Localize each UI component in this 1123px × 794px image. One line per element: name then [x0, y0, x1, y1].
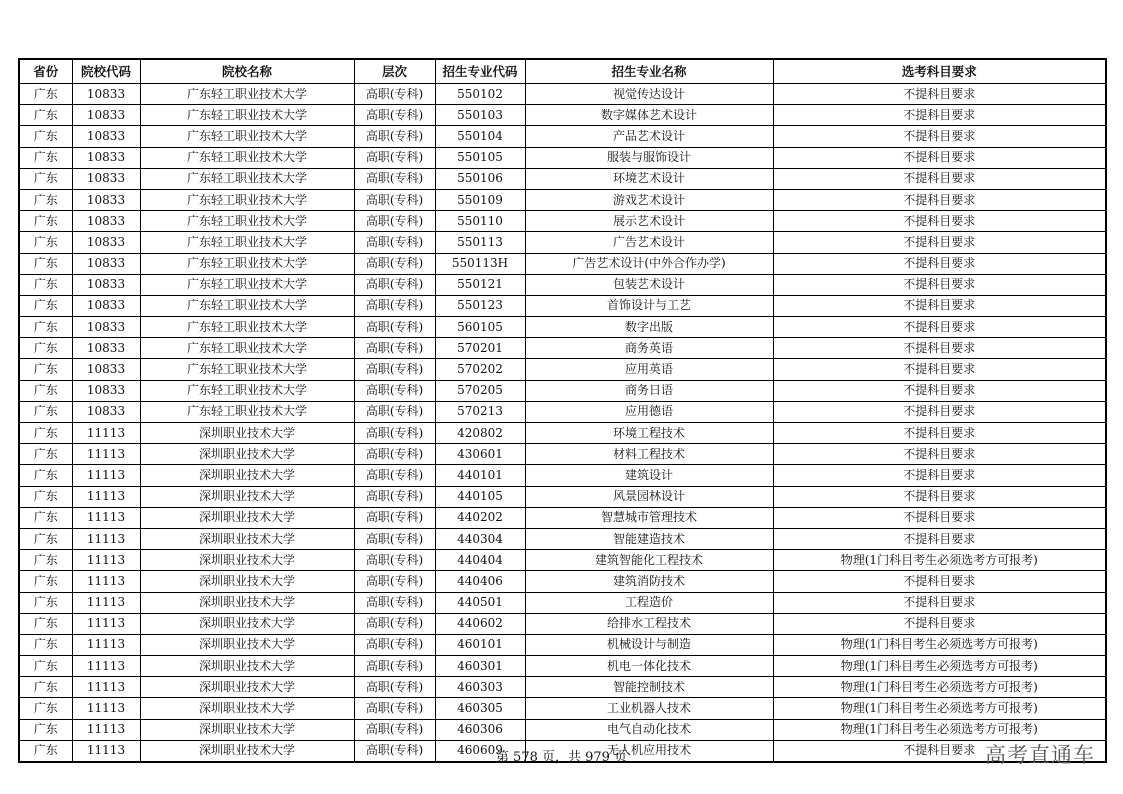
column-header: 院校代码: [72, 59, 140, 84]
school-name-cell: 深圳职业技术大学: [140, 656, 354, 677]
level-cell: 高职(专科): [354, 147, 435, 168]
level-cell: 高职(专科): [354, 168, 435, 189]
school-code-cell: 10833: [72, 359, 140, 380]
province-cell: 广东: [19, 126, 72, 147]
school-code-cell: 11113: [72, 507, 140, 528]
school-name-cell: 广东轻工职业技术大学: [140, 253, 354, 274]
table-row: [19, 232, 1106, 253]
school-code-cell: 10833: [72, 401, 140, 422]
major-code-cell: 440602: [435, 613, 525, 634]
major-name-cell: 首饰设计与工艺: [525, 295, 773, 316]
school-name-cell: 广东轻工职业技术大学: [140, 105, 354, 126]
column-header: 层次: [354, 59, 435, 84]
school-code-cell: 11113: [72, 528, 140, 549]
school-code-cell: 11113: [72, 423, 140, 444]
major-code-cell: 440101: [435, 465, 525, 486]
school-code-cell: 10833: [72, 317, 140, 338]
subject-requirement-cell: 不提科目要求: [773, 253, 1106, 274]
school-code-cell: 10833: [72, 189, 140, 210]
level-cell: 高职(专科): [354, 592, 435, 613]
table-row: [19, 507, 1106, 528]
major-code-cell: 460303: [435, 677, 525, 698]
school-name-cell: 深圳职业技术大学: [140, 423, 354, 444]
major-code-cell: 440304: [435, 528, 525, 549]
column-header: 选考科目要求: [773, 59, 1106, 84]
major-code-cell: 550121: [435, 274, 525, 295]
level-cell: 高职(专科): [354, 84, 435, 105]
school-code-cell: 10833: [72, 84, 140, 105]
school-name-cell: 广东轻工职业技术大学: [140, 274, 354, 295]
major-name-cell: 给排水工程技术: [525, 613, 773, 634]
major-name-cell: 商务英语: [525, 338, 773, 359]
major-code-cell: 550106: [435, 168, 525, 189]
school-code-cell: 10833: [72, 338, 140, 359]
table-row: [19, 380, 1106, 401]
province-cell: 广东: [19, 719, 72, 740]
school-code-cell: 11113: [72, 613, 140, 634]
major-code-cell: 460101: [435, 634, 525, 655]
major-code-cell: 460306: [435, 719, 525, 740]
subject-requirement-cell: 物理(1门科目考生必须选考方可报考): [773, 719, 1106, 740]
school-code-cell: 11113: [72, 719, 140, 740]
school-name-cell: 深圳职业技术大学: [140, 634, 354, 655]
major-name-cell: 应用英语: [525, 359, 773, 380]
school-code-cell: 10833: [72, 126, 140, 147]
level-cell: 高职(专科): [354, 211, 435, 232]
table-row: [19, 656, 1106, 677]
school-code-cell: 11113: [72, 592, 140, 613]
school-name-cell: 深圳职业技术大学: [140, 465, 354, 486]
school-code-cell: 11113: [72, 550, 140, 571]
school-name-cell: 深圳职业技术大学: [140, 592, 354, 613]
column-header: 招生专业代码: [435, 59, 525, 84]
subject-requirement-cell: 不提科目要求: [773, 359, 1106, 380]
level-cell: 高职(专科): [354, 189, 435, 210]
level-cell: 高职(专科): [354, 338, 435, 359]
table-row: [19, 444, 1106, 465]
school-name-cell: 深圳职业技术大学: [140, 677, 354, 698]
table-row: [19, 465, 1106, 486]
major-name-cell: 广告艺术设计(中外合作办学): [525, 253, 773, 274]
school-name-cell: 深圳职业技术大学: [140, 571, 354, 592]
level-cell: 高职(专科): [354, 571, 435, 592]
table-row: [19, 317, 1106, 338]
school-name-cell: 广东轻工职业技术大学: [140, 189, 354, 210]
table-row: [19, 677, 1106, 698]
province-cell: 广东: [19, 232, 72, 253]
major-name-cell: 智能控制技术: [525, 677, 773, 698]
school-code-cell: 11113: [72, 465, 140, 486]
school-name-cell: 深圳职业技术大学: [140, 550, 354, 571]
school-code-cell: 10833: [72, 295, 140, 316]
school-code-cell: 10833: [72, 211, 140, 232]
subject-requirement-cell: 不提科目要求: [773, 401, 1106, 422]
major-code-cell: 420802: [435, 423, 525, 444]
major-name-cell: 材料工程技术: [525, 444, 773, 465]
province-cell: 广东: [19, 740, 72, 762]
subject-requirement-cell: 不提科目要求: [773, 571, 1106, 592]
major-name-cell: 建筑消防技术: [525, 571, 773, 592]
major-name-cell: 无人机应用技术: [525, 740, 773, 762]
school-name-cell: 广东轻工职业技术大学: [140, 211, 354, 232]
school-name-cell: 深圳职业技术大学: [140, 444, 354, 465]
school-code-cell: 10833: [72, 105, 140, 126]
school-code-cell: 11113: [72, 677, 140, 698]
subject-requirement-cell: 不提科目要求: [773, 84, 1106, 105]
column-header: 招生专业名称: [525, 59, 773, 84]
major-name-cell: 机械设计与制造: [525, 634, 773, 655]
major-name-cell: 环境工程技术: [525, 423, 773, 444]
major-code-cell: 550105: [435, 147, 525, 168]
school-name-cell: 广东轻工职业技术大学: [140, 126, 354, 147]
province-cell: 广东: [19, 380, 72, 401]
table-row: [19, 719, 1106, 740]
table-row: [19, 189, 1106, 210]
province-cell: 广东: [19, 550, 72, 571]
level-cell: 高职(专科): [354, 656, 435, 677]
subject-requirement-cell: 不提科目要求: [773, 338, 1106, 359]
school-name-cell: 深圳职业技术大学: [140, 719, 354, 740]
table-row: [19, 147, 1106, 168]
table-row: [19, 126, 1106, 147]
major-code-cell: 550104: [435, 126, 525, 147]
major-name-cell: 展示艺术设计: [525, 211, 773, 232]
table-row: [19, 168, 1106, 189]
school-name-cell: 广东轻工职业技术大学: [140, 84, 354, 105]
subject-requirement-cell: 不提科目要求: [773, 423, 1106, 444]
school-code-cell: 11113: [72, 656, 140, 677]
province-cell: 广东: [19, 444, 72, 465]
major-name-cell: 产品艺术设计: [525, 126, 773, 147]
subject-requirement-cell: 不提科目要求: [773, 295, 1106, 316]
table-row: [19, 359, 1106, 380]
province-cell: 广东: [19, 656, 72, 677]
level-cell: 高职(专科): [354, 550, 435, 571]
school-name-cell: 深圳职业技术大学: [140, 740, 354, 762]
major-code-cell: 570201: [435, 338, 525, 359]
level-cell: 高职(专科): [354, 444, 435, 465]
table-row: [19, 698, 1106, 719]
major-name-cell: 服装与服饰设计: [525, 147, 773, 168]
major-name-cell: 建筑设计: [525, 465, 773, 486]
level-cell: 高职(专科): [354, 677, 435, 698]
table-row: [19, 634, 1106, 655]
level-cell: 高职(专科): [354, 401, 435, 422]
page-number: 第 578 页，共 979 页: [495, 750, 628, 765]
major-code-cell: 440501: [435, 592, 525, 613]
level-cell: 高职(专科): [354, 232, 435, 253]
subject-requirement-cell: 不提科目要求: [773, 105, 1106, 126]
level-cell: 高职(专科): [354, 253, 435, 274]
table-row: [19, 423, 1106, 444]
major-code-cell: 550103: [435, 105, 525, 126]
province-cell: 广东: [19, 147, 72, 168]
table-row: [19, 211, 1106, 232]
level-cell: 高职(专科): [354, 317, 435, 338]
major-name-cell: 商务日语: [525, 380, 773, 401]
level-cell: 高职(专科): [354, 126, 435, 147]
province-cell: 广东: [19, 84, 72, 105]
column-header: 省份: [19, 59, 72, 84]
province-cell: 广东: [19, 677, 72, 698]
school-code-cell: 10833: [72, 274, 140, 295]
province-cell: 广东: [19, 295, 72, 316]
province-cell: 广东: [19, 189, 72, 210]
subject-requirement-cell: 物理(1门科目考生必须选考方可报考): [773, 677, 1106, 698]
major-name-cell: 包装艺术设计: [525, 274, 773, 295]
school-name-cell: 广东轻工职业技术大学: [140, 401, 354, 422]
major-name-cell: 工程造价: [525, 592, 773, 613]
school-name-cell: 广东轻工职业技术大学: [140, 338, 354, 359]
subject-requirement-cell: 不提科目要求: [773, 528, 1106, 549]
level-cell: 高职(专科): [354, 698, 435, 719]
school-name-cell: 广东轻工职业技术大学: [140, 232, 354, 253]
province-cell: 广东: [19, 613, 72, 634]
level-cell: 高职(专科): [354, 613, 435, 634]
major-code-cell: 440202: [435, 507, 525, 528]
level-cell: 高职(专科): [354, 634, 435, 655]
school-code-cell: 11113: [72, 740, 140, 762]
subject-requirement-cell: 不提科目要求: [773, 126, 1106, 147]
major-code-cell: 550123: [435, 295, 525, 316]
school-name-cell: 深圳职业技术大学: [140, 507, 354, 528]
school-name-cell: 深圳职业技术大学: [140, 486, 354, 507]
province-cell: 广东: [19, 571, 72, 592]
school-code-cell: 10833: [72, 253, 140, 274]
table-row: [19, 253, 1106, 274]
major-name-cell: 环境艺术设计: [525, 168, 773, 189]
school-code-cell: 10833: [72, 168, 140, 189]
major-name-cell: 电气自动化技术: [525, 719, 773, 740]
subject-requirement-cell: 不提科目要求: [773, 613, 1106, 634]
major-name-cell: 智慧城市管理技术: [525, 507, 773, 528]
school-name-cell: 广东轻工职业技术大学: [140, 359, 354, 380]
major-name-cell: 智能建造技术: [525, 528, 773, 549]
subject-requirement-cell: 物理(1门科目考生必须选考方可报考): [773, 698, 1106, 719]
province-cell: 广东: [19, 211, 72, 232]
subject-requirement-cell: 不提科目要求: [773, 147, 1106, 168]
major-name-cell: 风景园林设计: [525, 486, 773, 507]
province-cell: 广东: [19, 168, 72, 189]
school-name-cell: 广东轻工职业技术大学: [140, 295, 354, 316]
subject-requirement-cell: 不提科目要求: [773, 740, 1106, 762]
table-body: [19, 84, 1106, 763]
school-name-cell: 广东轻工职业技术大学: [140, 147, 354, 168]
table-header-row: [19, 59, 1106, 84]
major-name-cell: 游戏艺术设计: [525, 189, 773, 210]
major-name-cell: 视觉传达设计: [525, 84, 773, 105]
table-row: [19, 486, 1106, 507]
table-row: [19, 592, 1106, 613]
school-code-cell: 11113: [72, 444, 140, 465]
province-cell: 广东: [19, 401, 72, 422]
table-row: [19, 401, 1106, 422]
major-name-cell: 广告艺术设计: [525, 232, 773, 253]
table-row: [19, 274, 1106, 295]
province-cell: 广东: [19, 634, 72, 655]
major-code-cell: 440404: [435, 550, 525, 571]
column-header: 院校名称: [140, 59, 354, 84]
school-name-cell: 广东轻工职业技术大学: [140, 168, 354, 189]
subject-requirement-cell: 不提科目要求: [773, 465, 1106, 486]
major-code-cell: 430601: [435, 444, 525, 465]
level-cell: 高职(专科): [354, 359, 435, 380]
subject-requirement-cell: 物理(1门科目考生必须选考方可报考): [773, 550, 1106, 571]
table-row: [19, 571, 1106, 592]
major-code-cell: 550109: [435, 189, 525, 210]
province-cell: 广东: [19, 338, 72, 359]
province-cell: 广东: [19, 253, 72, 274]
table-row: [19, 550, 1106, 571]
school-name-cell: 广东轻工职业技术大学: [140, 317, 354, 338]
school-code-cell: 10833: [72, 380, 140, 401]
table-row: [19, 295, 1106, 316]
province-cell: 广东: [19, 486, 72, 507]
province-cell: 广东: [19, 317, 72, 338]
subject-requirement-cell: 物理(1门科目考生必须选考方可报考): [773, 656, 1106, 677]
school-code-cell: 10833: [72, 147, 140, 168]
school-name-cell: 深圳职业技术大学: [140, 613, 354, 634]
province-cell: 广东: [19, 105, 72, 126]
major-code-cell: 570205: [435, 380, 525, 401]
subject-requirement-cell: 不提科目要求: [773, 592, 1106, 613]
province-cell: 广东: [19, 592, 72, 613]
major-code-cell: 550113: [435, 232, 525, 253]
major-name-cell: 应用德语: [525, 401, 773, 422]
table-row: [19, 105, 1106, 126]
level-cell: 高职(专科): [354, 423, 435, 444]
major-code-cell: 440105: [435, 486, 525, 507]
table-row: [19, 613, 1106, 634]
school-code-cell: 11113: [72, 571, 140, 592]
school-code-cell: 11113: [72, 634, 140, 655]
major-code-cell: 460609: [435, 740, 525, 762]
province-cell: 广东: [19, 465, 72, 486]
school-name-cell: 深圳职业技术大学: [140, 528, 354, 549]
province-cell: 广东: [19, 528, 72, 549]
level-cell: 高职(专科): [354, 507, 435, 528]
major-code-cell: 560105: [435, 317, 525, 338]
major-code-cell: 550110: [435, 211, 525, 232]
major-name-cell: 数字媒体艺术设计: [525, 105, 773, 126]
province-cell: 广东: [19, 359, 72, 380]
school-name-cell: 深圳职业技术大学: [140, 698, 354, 719]
watermark-logo-text: 高考直通车: [985, 743, 1095, 767]
level-cell: 高职(专科): [354, 719, 435, 740]
major-name-cell: 建筑智能化工程技术: [525, 550, 773, 571]
subject-requirement-cell: 不提科目要求: [773, 507, 1106, 528]
school-name-cell: 广东轻工职业技术大学: [140, 380, 354, 401]
major-code-cell: 460305: [435, 698, 525, 719]
school-code-cell: 11113: [72, 486, 140, 507]
level-cell: 高职(专科): [354, 295, 435, 316]
subject-requirement-cell: 不提科目要求: [773, 232, 1106, 253]
level-cell: 高职(专科): [354, 486, 435, 507]
subject-requirement-cell: 不提科目要求: [773, 380, 1106, 401]
subject-requirement-cell: 不提科目要求: [773, 211, 1106, 232]
level-cell: 高职(专科): [354, 465, 435, 486]
subject-requirement-cell: 不提科目要求: [773, 444, 1106, 465]
province-cell: 广东: [19, 698, 72, 719]
major-code-cell: 460301: [435, 656, 525, 677]
province-cell: 广东: [19, 507, 72, 528]
subject-requirement-cell: 不提科目要求: [773, 274, 1106, 295]
table-row: [19, 338, 1106, 359]
school-code-cell: 10833: [72, 232, 140, 253]
province-cell: 广东: [19, 423, 72, 444]
level-cell: 高职(专科): [354, 105, 435, 126]
subject-requirement-cell: 不提科目要求: [773, 189, 1106, 210]
major-name-cell: 工业机器人技术: [525, 698, 773, 719]
table-row: [19, 528, 1106, 549]
major-name-cell: 机电一体化技术: [525, 656, 773, 677]
subject-requirement-cell: 不提科目要求: [773, 486, 1106, 507]
subject-requirement-cell: 不提科目要求: [773, 168, 1106, 189]
major-code-cell: 550113H: [435, 253, 525, 274]
major-name-cell: 数字出版: [525, 317, 773, 338]
major-code-cell: 570213: [435, 401, 525, 422]
level-cell: 高职(专科): [354, 740, 435, 762]
major-code-cell: 550102: [435, 84, 525, 105]
major-code-cell: 440406: [435, 571, 525, 592]
table-row: [19, 84, 1106, 105]
level-cell: 高职(专科): [354, 528, 435, 549]
major-code-cell: 570202: [435, 359, 525, 380]
level-cell: 高职(专科): [354, 380, 435, 401]
school-code-cell: 11113: [72, 698, 140, 719]
subject-requirement-cell: 不提科目要求: [773, 317, 1106, 338]
province-cell: 广东: [19, 274, 72, 295]
level-cell: 高职(专科): [354, 274, 435, 295]
admission-table: [18, 58, 1107, 763]
subject-requirement-cell: 物理(1门科目考生必须选考方可报考): [773, 634, 1106, 655]
